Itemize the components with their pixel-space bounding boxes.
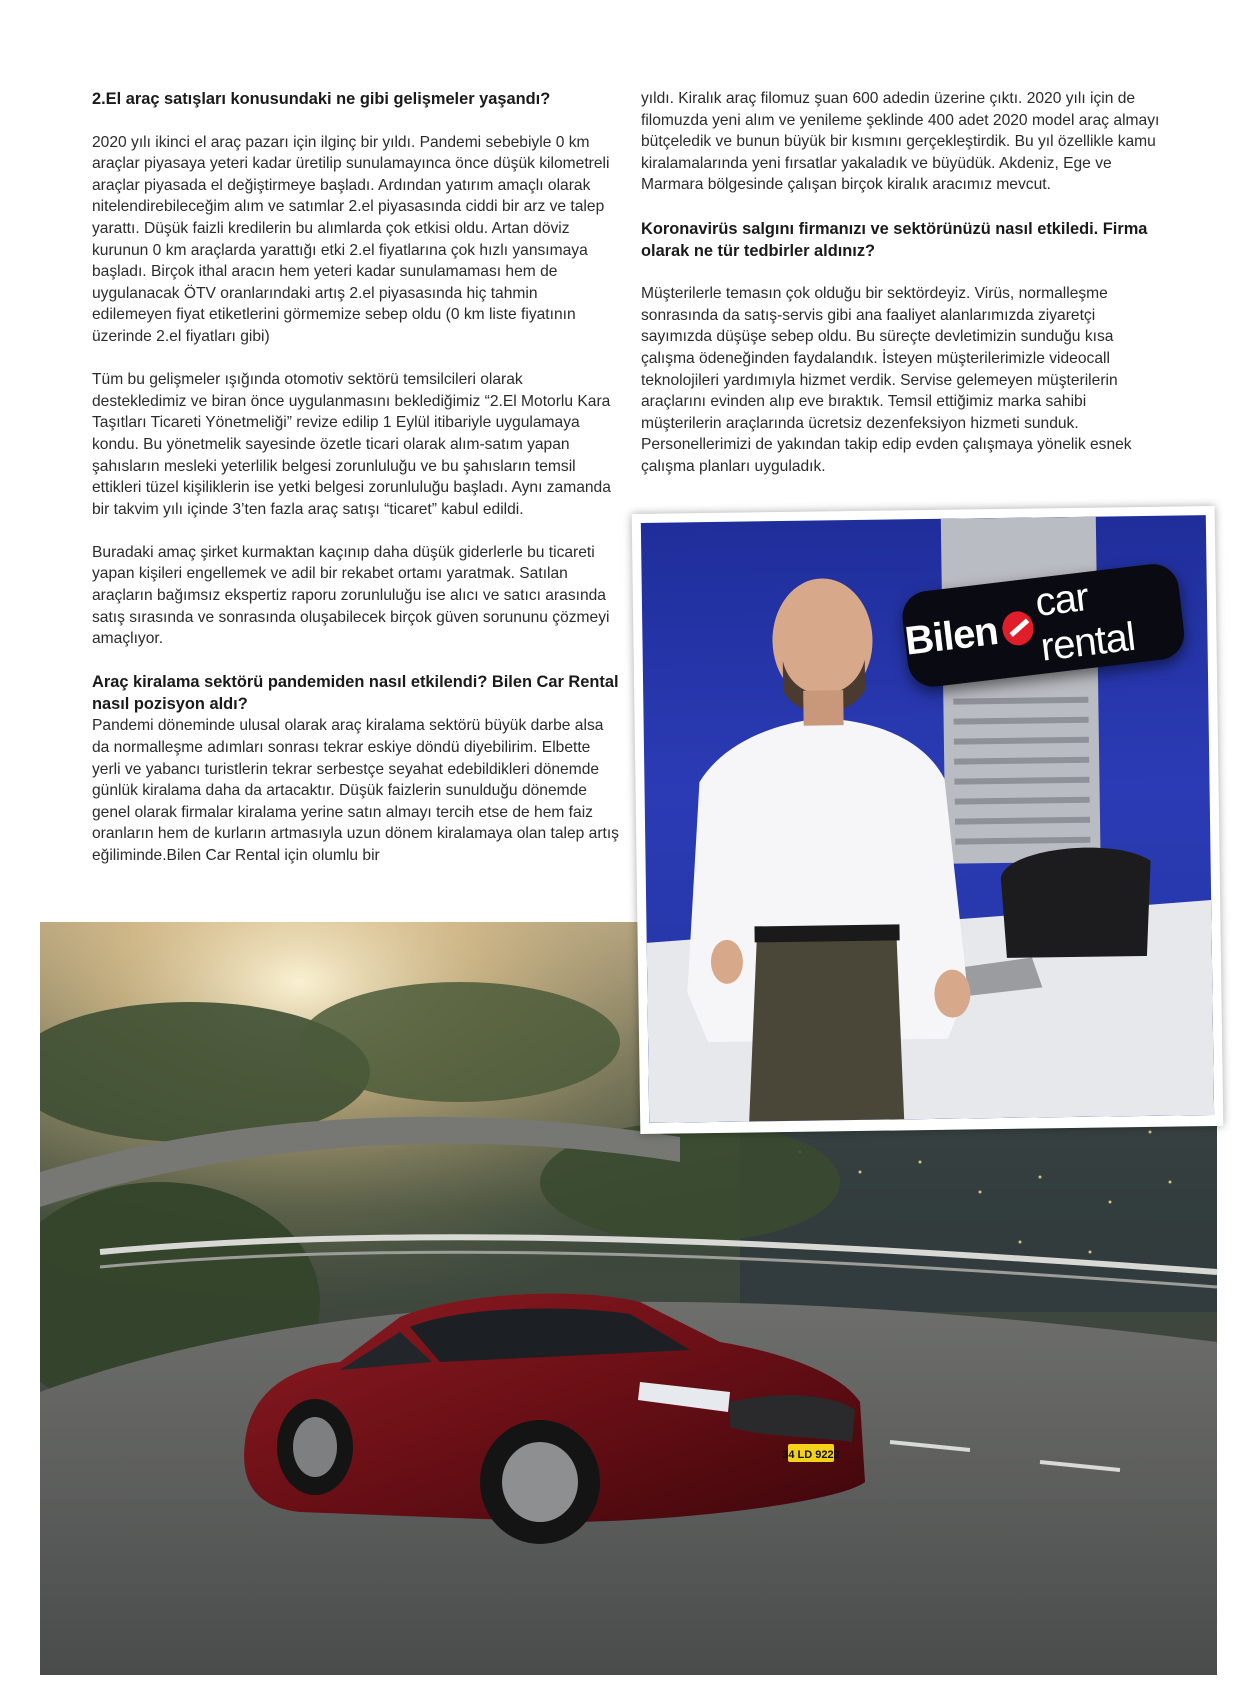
left-column [92,88,620,867]
portrait-photo [641,515,1214,1123]
question-heading: Araç kiralama sektörü pandemiden nasıl etkilendi? Bilen Car Rental nasıl pozisyon aldı? [92,673,619,714]
footer-separator: | [1192,1682,1196,1694]
paragraph: Müşterilerle temasın çok olduğu bir sektördeyiz. Virüs, normalleşme sonrasında da satış-servis gibi ana faaliyet alanlarımızda ziyaretçi sayımızda düşüşe sebep oldu. Bu süreçte devletimizin sunduğu kısa çalışma ödeneğinden faydalandık. İsteyen müşterilerimizle videocall teknolojileri yardımıyla hizmet verdik. Servise gelemeyen müşterilerin araçlarını evinden alıp eve bıraktık. Temsil ettiğimiz marka sahibi müşterilerin araçlarında ücretsiz dezenfeksiyon hizmeti sunduk. Personellerimizi de yakından takip edip evden çalışmaya yönelik esnek çalışma planları uyguladık. [641,285,1132,475]
paragraph: Tüm bu gelişmeler ışığında otomotiv sektörü temsilcileri olarak destekledimiz ve biran önce uygulanmasını beklediğimiz “2.El Motorlu Kara Taşıtları Ticareti Yönetmeliği” revize edilip 1 Eylül itibariyle uygulamaya kondu. Bu yönetmelik sayesinde özetle ticari olarak alım-satım yapan şahısların mesleki yeterlilik belgesi zorunluluğu ve bu şahısların temsil ettikleri tüzel kişiliklerin ise yetki belgesi zorunluluğu başladı. Aynı zamanda bir takvim yılı içinde 3’ten fazla araç satışı “ticaret” kabul edildi. [92,371,611,518]
brand-word: Bilen [902,608,1000,664]
license-plate: 34 LD 9222 [782,1449,840,1461]
question-heading: 2.El araç satışları konusundaki ne gibi gelişmeler yaşandı? [92,90,551,108]
page-footer [1110,1682,1212,1694]
brand-suffix: car rental [1033,575,1137,670]
paragraph: Pandemi döneminde ulusal olarak araç kiralama sektörü büyük darbe alsa da normalleşme adımları sonrası tekrar eskiye döndü diyebilirim. Elbette yerli ve yabancı turistlerin tekrar serbestçe seyahat edebildikleri dönemde günlük kiralama daha da artacaktır. Düşük faizlerin sunulduğu dönemde genel olarak firmalar kiralama yerine satın almayı tercih etse de hem faiz oranların hem de kurların artmasıyla uzun dönem kiralamaya olan talep artış eğiliminde.Bilen Car Rental için olumlu bir [92,717,619,864]
paragraph: 2020 yılı ikinci el araç pazarı için ilginç bir yıldı. Pandemi sebebiyle 0 km araçlar piyasaya yeteri kadar üretilip sunulamayınca önce düşük kilometreli araçlar piyasada el değiştirmeye başladı. Ardından yatırım amaçlı olarak nitelendirebileceğim alım ve satımlar 2.el piyasasında ciddi bir arz ve talep yarattı. Düşük faizli kredilerin bu alımlarda çok etkisi oldu. Artan döviz kurunun 0 km araçlarda yarattığı etki 2.el fiyatlarına çok hızlı yansımaya başladı. Birçok ithal aracın hem yeteri kadar sunulamaması hem de uygulanacak ÖTV oranlarındaki artış 2.el piyasasında hiç tahmin edilemeyen fiyat etiketlerini görmemize sebep oldu (0 km liste fiyatının üzerinde 2.el fiyatları gibi) [92,133,610,345]
brand-logo-mark-icon [1000,610,1035,647]
paragraph: yıldı. Kiralık araç filomuz şuan 600 adedin üzerine çıktı. 2020 yılı için de filomuzda yeni alım ve yenileme şeklinde 400 adet 2020 model araç almayı bütçeledik ve bunun büyük bir kısmını gerçekleştirdik. Bu yıl özellikle kamu kiralamalarında yeni fırsatlar yakaladık ve büyüdük. Akdeniz, Ege ve Marmara bölgesinde çalışan birçok kiralık aracımız mevcut. [641,90,1160,194]
portrait-photo-frame [632,506,1224,1134]
footer-site: zirvedekiler.kim [1109,1682,1189,1694]
right-column [641,88,1169,478]
page-number: 79 [1199,1682,1212,1694]
paragraph: Buradaki amaç şirket kurmaktan kaçınıp daha düşük giderlerle bu ticareti yapan kişileri engellemek ve adil bir rekabet ortamı yaratmak. Satılan araçların bağımsız ekspertiz raporu zorunluluğu ise alıcı ve satıcı arasında satış sırasında ve sonrasında oluşabilecek birçok güven sorununu çözmeyi amaçlıyor. [92,543,610,648]
question-heading: Koronavirüs salgını firmanızı ve sektörünüzü nasıl etkiledi. Firma olarak ne tür tedbirler aldınız? [641,219,1148,260]
